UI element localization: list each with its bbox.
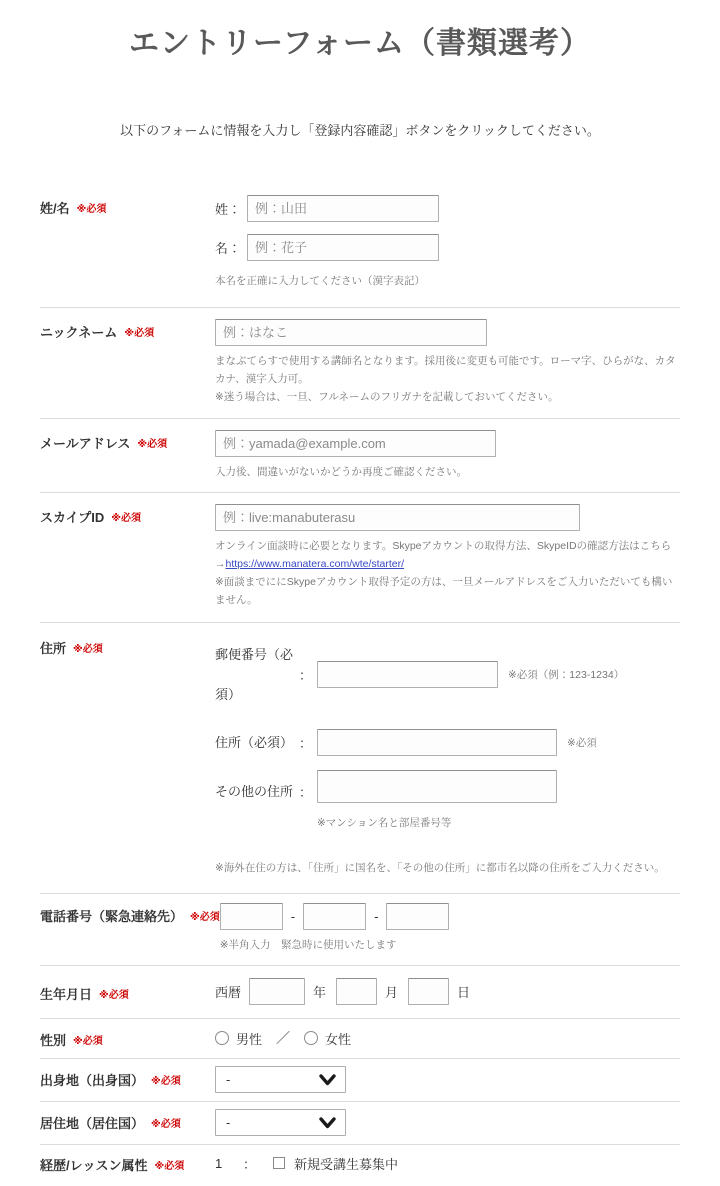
skype-note: オンライン面談時に必要となります。Skypeアカウントの取得方法、SkypeIDの確認方法はこちら →https://www.manatera.com/wte/starter/ ※面談までににSkypeアカウント取得予定の方は、一旦メールアドレスをご入力いただいても構いません。 xyxy=(215,540,673,606)
recruiting-checkbox-label: 新規受講生募集中 xyxy=(294,1156,399,1172)
required-badge: ※必須 xyxy=(99,989,129,1001)
day-unit-label: 日 xyxy=(457,985,471,1001)
required-badge: ※必須 xyxy=(111,513,141,525)
form-row-gender: 性別 ※必須 男性 ／ 女性 xyxy=(40,1019,680,1059)
era-label: 西暦 xyxy=(215,985,242,1001)
postal-code-input[interactable] xyxy=(317,661,498,688)
phone-part3-input[interactable] xyxy=(386,903,449,930)
skype-id-input[interactable] xyxy=(215,504,580,531)
birthdate-label: 生年月日 ※必須 xyxy=(40,986,129,1002)
required-badge: ※必須 xyxy=(76,204,107,215)
street-address-input[interactable] xyxy=(317,729,557,756)
other-address-input[interactable] xyxy=(317,770,557,803)
address-footer-note: ※海外在住の方は、「住所」に国名を、「その他の住所」に都市名以降の住所をご入力ください。 xyxy=(215,862,665,875)
required-badge: ※必須 xyxy=(154,1161,185,1173)
birthplace-select[interactable] xyxy=(215,1066,346,1093)
form-row-skype xyxy=(40,493,680,622)
last-name-label: 姓： xyxy=(215,202,242,217)
phone-label: 電話番号（緊急連絡先） ※必須 xyxy=(40,909,220,925)
form-row-email xyxy=(40,419,680,493)
career-item-number: 1 xyxy=(215,1155,223,1171)
month-unit-label: 月 xyxy=(385,985,399,1001)
female-label: 女性 xyxy=(325,1031,352,1047)
form-row-address: 住所 ※必須 郵便番号（必須） ： ※必須（例：123-1234） 住所（必須） ： ※必須 その他の住所 ： ※マンション名と部屋番号等 ※海外在住の方は、「住所」に国名を、「その他の住所」に都市名以降の住所をご入力ください。 xyxy=(40,623,680,895)
required-badge: ※必須 xyxy=(190,912,220,924)
birthplace-selected-value: - xyxy=(226,1072,231,1088)
entry-form xyxy=(40,189,680,1186)
required-badge: ※必須 xyxy=(151,1076,181,1088)
street-address-label: 住所（必須） xyxy=(215,734,294,750)
career-label: 経歴/レッスン属性 ※必須 xyxy=(40,1158,185,1174)
birth-month-input[interactable] xyxy=(336,978,377,1005)
required-badge: ※必須 xyxy=(73,643,103,655)
chevron-down-icon xyxy=(319,1073,336,1086)
form-row-phone: 電話番号（緊急連絡先） ※必須 - - ※半角入力 緊急時に使用いたします xyxy=(40,894,680,966)
birth-year-input[interactable] xyxy=(249,978,305,1005)
required-badge: ※必須 xyxy=(137,439,168,451)
male-label: 男性 xyxy=(236,1031,263,1047)
form-row-birthplace xyxy=(40,1059,680,1102)
email-label: メールアドレス ※必須 xyxy=(40,436,168,452)
form-row-residence xyxy=(40,1102,680,1145)
name-label: 姓/名 ※必須 xyxy=(40,201,107,216)
residence-label: 居住地（居住国） ※必須 xyxy=(40,1116,181,1132)
gender-label: 性別 ※必須 xyxy=(40,1033,103,1049)
required-badge: ※必須 xyxy=(73,1036,103,1048)
last-name-input[interactable] xyxy=(247,195,439,222)
phone-note: ※半角入力 緊急時に使用いたします xyxy=(219,939,397,952)
female-radio[interactable] xyxy=(304,1031,318,1045)
email-input[interactable] xyxy=(215,430,496,457)
skype-label: スカイプID ※必須 xyxy=(40,510,141,526)
postal-code-note: ※必須（例：123-1234） xyxy=(508,669,625,682)
residence-selected-value: - xyxy=(226,1115,231,1131)
other-address-label: その他の住所 xyxy=(215,783,294,799)
form-row-birthdate xyxy=(40,966,680,1019)
recruiting-checkbox[interactable] xyxy=(273,1157,285,1169)
required-badge: ※必須 xyxy=(124,327,155,339)
email-note: 入力後、間違いがないかどうか再度ご確認ください。 xyxy=(215,466,467,479)
other-address-note: ※マンション名と部屋番号等 xyxy=(317,817,452,830)
form-row-career: 経歴/レッスン属性 ※必須 1 ： 新規受講生募集中 xyxy=(40,1145,680,1186)
nickname-note: まなぶてらすで使用する講師名となります。採用後に変更も可能です。ローマ字、ひらがな、カタカナ、漢字入力可。 ※迷う場合は、一旦、フルネームのフリガナを記載しておいてください。 xyxy=(215,354,676,403)
page-subtitle: 以下のフォームに情報を入力し「登録内容確認」ボタンをクリックしてください。 xyxy=(120,123,600,138)
address-label: 住所 ※必須 xyxy=(40,640,103,656)
name-note: 本名を正確に入力してください（漢字表記） xyxy=(215,275,425,287)
postal-code-label: 郵便番号（必須） xyxy=(215,646,294,702)
form-row-nickname xyxy=(40,308,680,420)
street-address-note: ※必須 xyxy=(567,737,597,750)
birth-day-input[interactable] xyxy=(408,978,449,1005)
male-radio[interactable] xyxy=(215,1031,229,1045)
nickname-input[interactable] xyxy=(215,319,487,346)
birthplace-label: 出身地（出身国） ※必須 xyxy=(40,1073,181,1089)
residence-select[interactable] xyxy=(215,1109,346,1136)
required-badge: ※必須 xyxy=(151,1119,181,1131)
page-title: エントリーフォーム（書類選考） xyxy=(129,27,591,60)
year-unit-label: 年 xyxy=(313,985,327,1001)
phone-part2-input[interactable] xyxy=(303,903,366,930)
first-name-input[interactable] xyxy=(247,234,439,261)
form-row-name xyxy=(40,189,680,308)
phone-part1-input[interactable] xyxy=(220,903,283,930)
skype-help-link[interactable]: https://www.manatera.com/wte/starter/ xyxy=(225,558,405,571)
chevron-down-icon xyxy=(319,1116,336,1129)
nickname-label: ニックネーム ※必須 xyxy=(40,324,155,340)
first-name-label: 名： xyxy=(215,241,242,256)
